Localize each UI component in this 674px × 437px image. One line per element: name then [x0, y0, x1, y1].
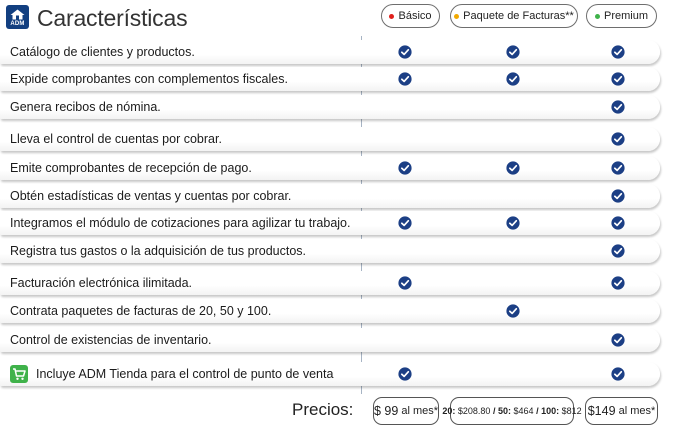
check-icon-premium — [611, 72, 625, 86]
feature-label: Integramos el módulo de cotizaciones para agilizar tu trabajo. — [10, 216, 351, 230]
price-basico[interactable] — [373, 397, 439, 425]
plan-paquete-label: Paquete de Facturas** — [463, 10, 574, 22]
feature-row — [0, 299, 660, 323]
price-paquete[interactable] — [442, 397, 582, 425]
check-icon-premium — [611, 333, 625, 347]
price-paquete-100-label: 100: — [541, 406, 560, 416]
price-premium-suffix: al mes* — [618, 405, 656, 417]
plan-premium-label: Premium — [603, 10, 648, 22]
price-basico-amount: $ 99 — [373, 404, 399, 418]
check-icon-premium — [611, 189, 625, 203]
check-icon-paquete — [506, 72, 520, 86]
plan-basico-tab[interactable] — [381, 4, 440, 28]
check-icon-paquete — [506, 45, 520, 59]
check-icon-paquete — [506, 304, 520, 318]
check-icon-premium — [611, 367, 625, 381]
adm-logo — [6, 5, 29, 29]
check-icon-basico — [398, 276, 412, 290]
check-icon-premium — [611, 244, 625, 258]
feature-label: Genera recibos de nómina. — [10, 100, 161, 114]
feature-row — [0, 40, 660, 64]
price-paquete-50-label: 50: — [497, 406, 511, 416]
check-icon-premium — [611, 100, 625, 114]
feature-label: Incluye ADM Tienda para el control de punto de venta — [36, 367, 334, 381]
feature-row — [0, 184, 660, 208]
price-basico-suffix: al mes* — [401, 405, 439, 417]
price-paquete-20-value: $208.80 — [457, 406, 491, 416]
feature-row — [0, 328, 660, 352]
check-icon-basico — [398, 72, 412, 86]
logo-text: ADM — [10, 21, 25, 27]
price-premium[interactable] — [585, 397, 658, 425]
house-icon — [10, 9, 25, 20]
feature-row — [0, 211, 660, 235]
feature-row — [0, 67, 660, 91]
check-icon-paquete — [506, 161, 520, 175]
feature-row — [0, 156, 660, 180]
page-title: Características — [37, 5, 188, 31]
price-premium-amount: $149 — [587, 404, 616, 418]
plan-premium-tab[interactable] — [586, 4, 657, 28]
price-paquete-50-value: $464 — [513, 406, 534, 416]
check-icon-premium — [611, 132, 625, 146]
feature-label: Registra tus gastos o la adquisición de tus productos. — [10, 244, 307, 258]
price-paquete-20-label: 20: — [442, 406, 456, 416]
check-icon-premium — [611, 45, 625, 59]
check-icon-basico — [398, 45, 412, 59]
price-paquete-sep1: / — [492, 406, 496, 416]
feature-label: Emite comprobantes de recepción de pago. — [10, 161, 252, 175]
feature-row — [0, 271, 660, 295]
check-icon-premium — [611, 216, 625, 230]
prices-label: Precios: — [292, 400, 354, 419]
feature-label: Control de existencias de inventario. — [10, 333, 212, 347]
check-icon-premium — [611, 276, 625, 290]
check-icon-basico — [398, 367, 412, 381]
paquete-dot — [454, 14, 459, 19]
feature-row — [0, 362, 660, 386]
check-icon-paquete — [506, 216, 520, 230]
plan-paquete-tab[interactable] — [450, 4, 578, 28]
shopping-cart-icon — [10, 365, 28, 383]
price-paquete-sep2: / — [536, 406, 539, 416]
feature-label: Contrata paquetes de facturas de 20, 50 y 100. — [10, 304, 272, 318]
check-icon-basico — [398, 216, 412, 230]
premium-dot — [595, 14, 600, 19]
feature-row — [0, 127, 660, 151]
feature-row — [0, 95, 660, 119]
feature-label: Catálogo de clientes y productos. — [10, 45, 195, 59]
feature-row — [0, 239, 660, 263]
feature-label: Obtén estadísticas de ventas y cuentas por cobrar. — [10, 189, 292, 203]
plan-basico-label: Básico — [398, 10, 432, 22]
check-icon-premium — [611, 161, 625, 175]
basico-dot — [389, 14, 394, 19]
feature-label: Expide comprobantes con complementos fiscales. — [10, 72, 288, 86]
feature-label: Facturación electrónica ilimitada. — [10, 276, 193, 290]
price-paquete-100-value: $812 — [561, 406, 582, 416]
check-icon-basico — [398, 161, 412, 175]
feature-label: Lleva el control de cuentas por cobrar. — [10, 132, 222, 146]
